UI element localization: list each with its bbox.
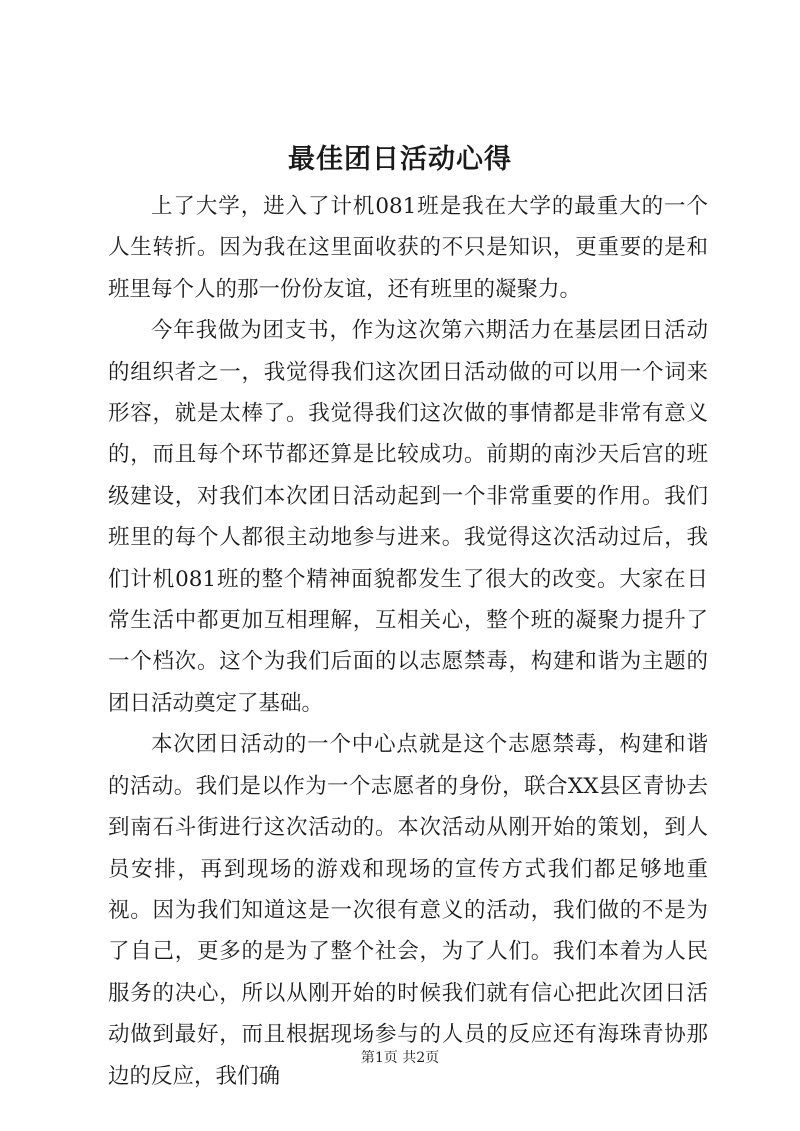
paragraph-2: 今年我做为团支书，作为这次第六期活力在基层团日活动的组织者之一，我觉得我们这次团日活动做的可以用一个词来形容，就是太棒了。我觉得我们这次做的事情都是非常有意义的，而且每个环节都还算是比较成功。前期的南沙天后宫的班级建设，对我们本次团日活动起到一个非常重要的作用。我们班里的每个人都很主动地参与进来。我觉得这次活动过后，我们计机081班的整个精神面貌都发生了很大的改变。大家在日常生活中都更加互相理解，互相关心，整个班的凝聚力提升了一个档次。这个为我们后面的以志愿禁毒，构建和谐为主题的团日活动奠定了基础。 [108,318,708,716]
document-title: 最佳团日活动心得 [288,144,512,175]
document-body [108,186,708,1097]
paragraph-1: 上了大学，进入了计机081班是我在大学的最重大的一个人生转折。因为我在这里面收获的不只是知识，更重要的是和班里每个人的那一份份友谊，还有班里的凝聚力。 [108,194,708,302]
paragraph-3: 本次团日活动的一个中心点就是这个志愿禁毒，构建和谐的活动。我们是以作为一个志愿者的身份，联合XX县区青协去到南石斗街进行这次活动的。本次活动从刚开始的策划，到人员安排，再到现场的游戏和现场的宣传方式我们都足够地重视。因为我们知道这是一次很有意义的活动，我们做的不是为了自己，更多的是为了整个社会，为了人们。我们本着为人民服务的决心，所以从刚开始的时候我们就有信心把此次团日活动做到最好，而且根据现场参与的人员的反应还有海珠青协那边的反应，我们确 [108,732,708,1089]
page-footer: 第1页 共2页 [360,1050,440,1066]
